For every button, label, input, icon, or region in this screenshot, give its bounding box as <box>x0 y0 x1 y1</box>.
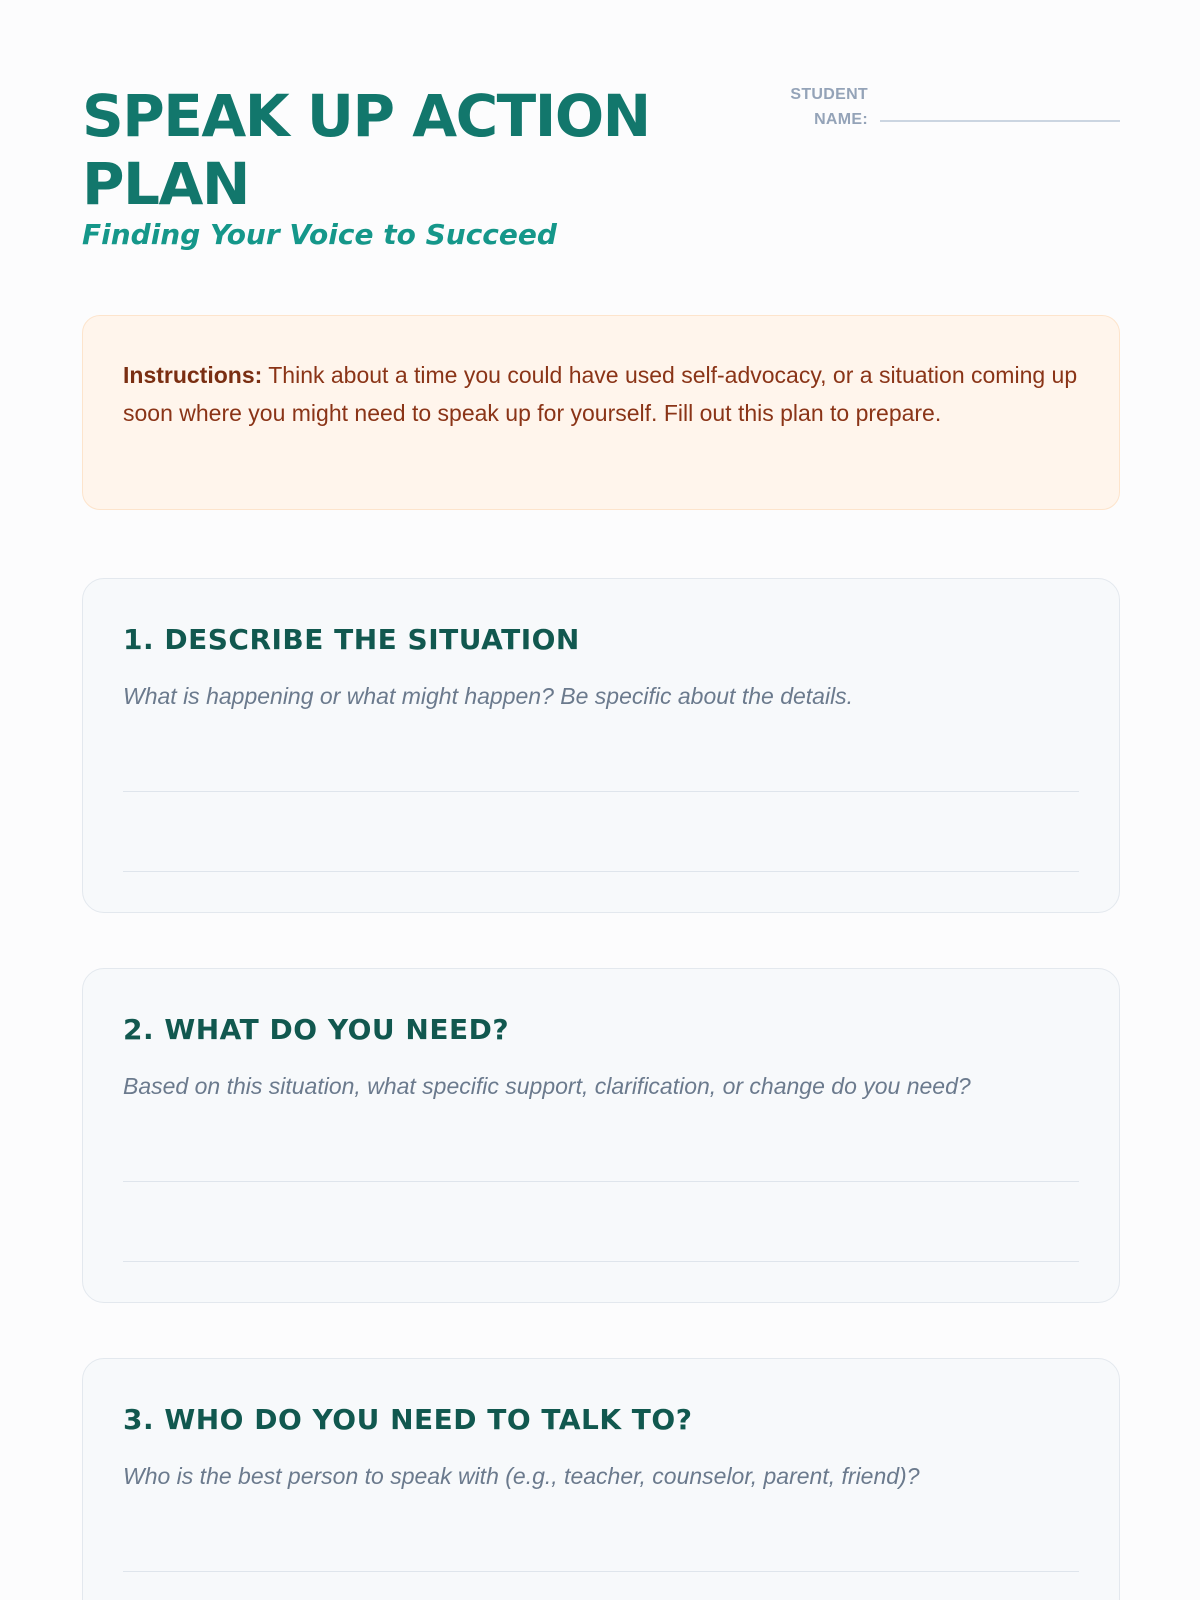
student-name-field[interactable] <box>880 120 1120 122</box>
section-who-to-talk-to <box>82 1358 1120 1600</box>
section-prompt: Based on this situation, what specific support, clarification, or change do you need? <box>123 1073 971 1099</box>
student-name-label: STUDENT NAME: <box>790 86 868 128</box>
section-prompt: Who is the best person to speak with (e.g., teacher, counselor, parent, friend)? <box>123 1463 920 1489</box>
instructions-text: Think about a time you could have used self-advocacy, or a situation coming up soon where you might need to speak up for yourself. Fill out this plan to prepare. <box>123 362 1078 426</box>
instructions-box <box>82 315 1120 510</box>
page-subtitle: Finding Your Voice to Succeed <box>82 218 557 251</box>
answer-line[interactable] <box>123 1261 1079 1262</box>
section-what-do-you-need <box>82 968 1120 1303</box>
answer-line[interactable] <box>123 791 1079 792</box>
page-title: SPEAK UP ACTION PLAN <box>82 82 650 218</box>
section-heading: 2. WHAT DO YOU NEED? <box>123 1013 510 1046</box>
section-heading: 3. WHO DO YOU NEED TO TALK TO? <box>123 1403 693 1436</box>
instructions-label: Instructions: <box>123 362 263 388</box>
section-heading: 1. DESCRIBE THE SITUATION <box>123 623 580 656</box>
section-prompt: What is happening or what might happen? Be specific about the details. <box>123 683 854 709</box>
answer-line[interactable] <box>123 871 1079 872</box>
answer-line[interactable] <box>123 1571 1079 1572</box>
answer-line[interactable] <box>123 1181 1079 1182</box>
section-describe-situation <box>82 578 1120 913</box>
